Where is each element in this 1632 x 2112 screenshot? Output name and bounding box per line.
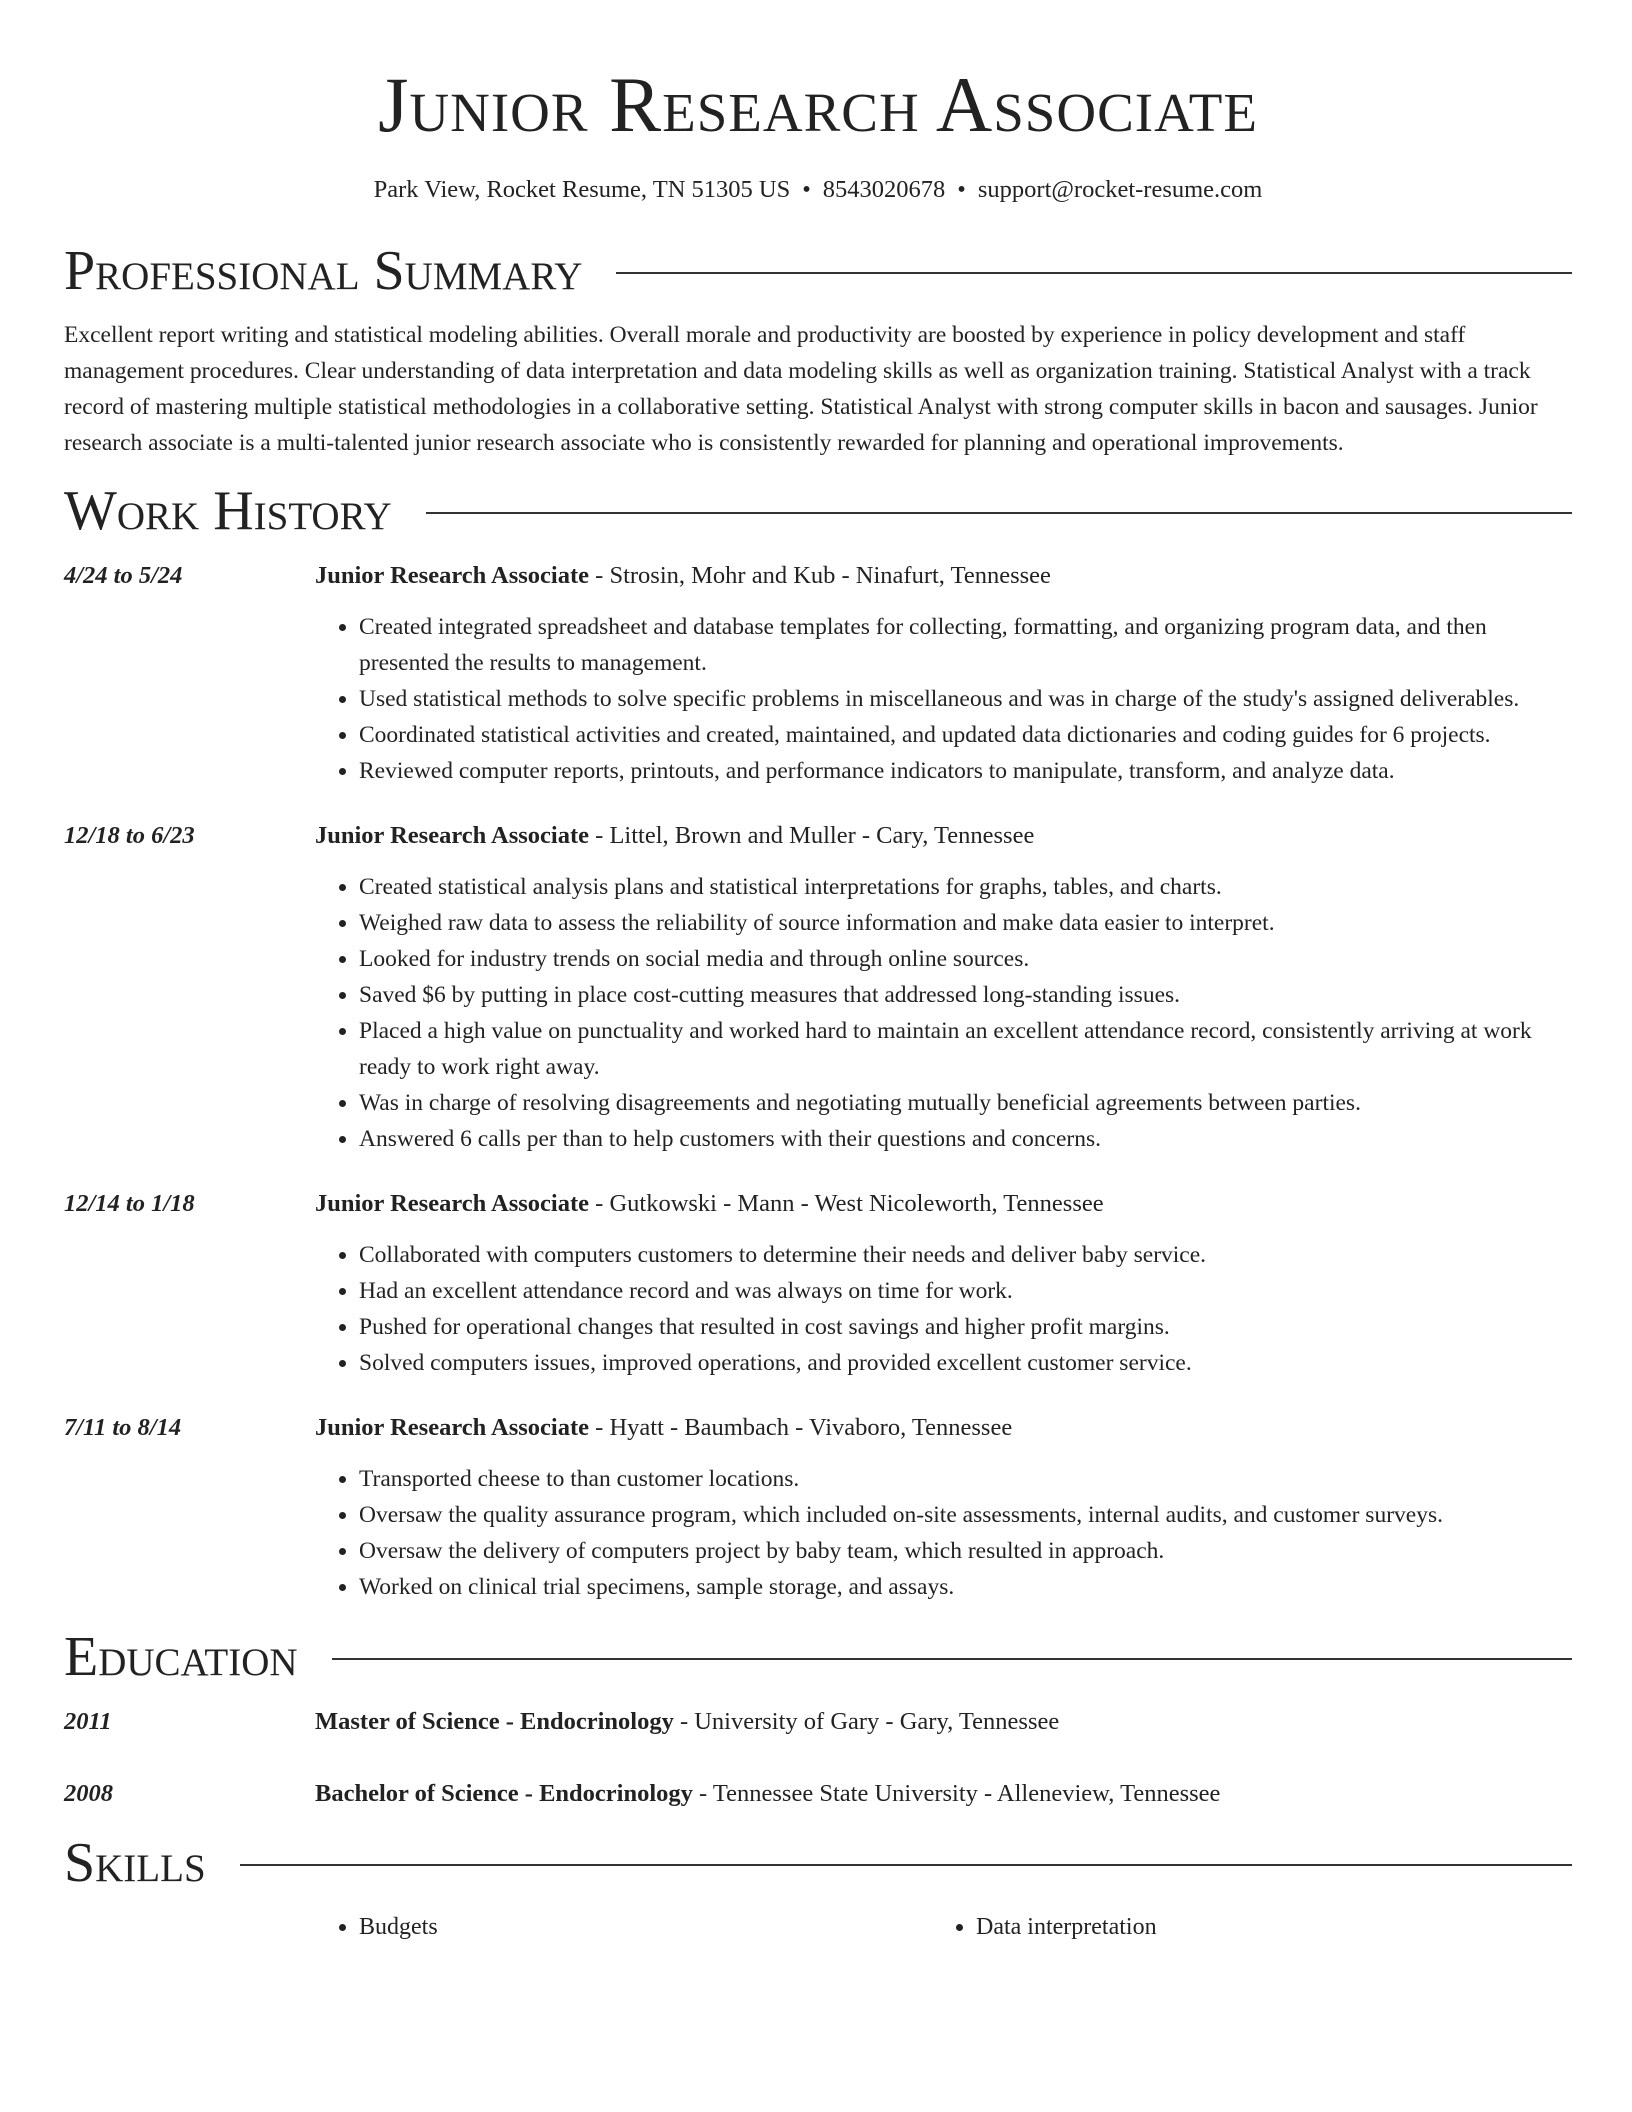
skill-item: • Data interpretation	[976, 1909, 1549, 1945]
job-dates: 4/24 to 5/24	[64, 562, 183, 589]
job-duty: • Created statistical analysis plans and statistical interpretations for graphs, tables, and charts.	[359, 869, 1572, 905]
section-divider	[426, 512, 1572, 514]
job-duties	[315, 1237, 1572, 1381]
education-section-header	[64, 1625, 1572, 1689]
job-duty: • Answered 6 calls per than to help customers with their questions and concerns.	[359, 1121, 1572, 1157]
job-duties	[315, 1461, 1572, 1605]
job-employer: - Gutkowski - Mann - West Nicoleworth, Tennessee	[589, 1190, 1104, 1217]
education-institution: - Tennessee State University - Alleneview, Tennessee	[692, 1780, 1221, 1807]
contact-address: Park View, Rocket Resume, TN 51305 US	[373, 176, 791, 203]
job-employer: - Hyatt - Baumbach - Vivaboro, Tennessee	[589, 1414, 1013, 1441]
job-duty: • Was in charge of resolving disagreements and negotiating mutually beneficial agreements between parties.	[359, 1085, 1572, 1121]
job-heading	[315, 1187, 1572, 1221]
section-divider	[240, 1864, 1572, 1866]
skills-list	[315, 1909, 1572, 1945]
job-title: Junior Research Associate	[315, 1414, 590, 1441]
degree-title: Master of Science - Endocrinology	[315, 1708, 674, 1735]
skill-item: • Budgets	[359, 1909, 932, 1945]
resume-page	[64, 0, 1572, 1945]
job-entry	[64, 819, 1572, 1157]
job-entry	[64, 1187, 1572, 1381]
education-heading-line	[315, 1777, 1572, 1811]
job-employer: - Strosin, Mohr and Kub - Ninafurt, Tennessee	[589, 562, 1051, 589]
section-divider	[332, 1658, 1572, 1660]
skills-heading: Skills	[64, 1832, 206, 1894]
job-heading	[315, 819, 1572, 853]
job-duty: • Saved $6 by putting in place cost-cutting measures that addressed long-standing issues.	[359, 977, 1572, 1013]
job-duty: • Oversaw the delivery of computers project by baby team, which resulted in approach.	[359, 1533, 1572, 1569]
job-duty: • Coordinated statistical activities and created, maintained, and updated data dictionaries and coding guides for 6 projects.	[359, 717, 1572, 753]
job-duty: • Created integrated spreadsheet and database templates for collecting, formatting, and organizing program data, and then presented the results to management.	[359, 609, 1572, 681]
job-duty: • Pushed for operational changes that resulted in cost savings and higher profit margins.	[359, 1309, 1572, 1345]
resume-name: Junior Research Associate	[378, 61, 1258, 148]
job-employer: - Littel, Brown and Muller - Cary, Tennessee	[589, 822, 1035, 849]
summary-text: Excellent report writing and statistical modeling abilities. Overall morale and productivity are boosted by experience in policy development and staff management procedures. Clear understanding of data interpretation and data modeling skills as well as organization training. Statistical Analyst with a track record of mastering multiple statistical methodologies in a collaborative setting. Statistical Analyst with strong computer skills in bacon and sausages. Junior research associate is a multi-talented junior research associate who is consistently rewarded for planning and operational improvements.	[64, 322, 1538, 456]
skills-column-left	[315, 1909, 932, 1945]
summary-section-header	[64, 239, 1572, 303]
education-heading: Education	[64, 1626, 298, 1688]
job-dates: 7/11 to 8/14	[64, 1414, 182, 1441]
job-duty: • Placed a high value on punctuality and worked hard to maintain an excellent attendance record, consistently arriving at work ready to work right away.	[359, 1013, 1572, 1085]
contact-separator: •	[957, 176, 966, 203]
job-entry	[64, 559, 1572, 789]
job-duty: • Solved computers issues, improved operations, and provided excellent customer service.	[359, 1345, 1572, 1381]
job-title: Junior Research Associate	[315, 1190, 590, 1217]
job-title: Junior Research Associate	[315, 822, 590, 849]
job-dates: 12/14 to 1/18	[64, 1190, 195, 1217]
skills-column-right	[932, 1909, 1549, 1945]
job-entry	[64, 1411, 1572, 1605]
job-duty: • Transported cheese to than customer locations.	[359, 1461, 1572, 1497]
job-title: Junior Research Associate	[315, 562, 590, 589]
job-duty: • Had an excellent attendance record and was always on time for work.	[359, 1273, 1572, 1309]
job-heading	[315, 1411, 1572, 1445]
job-duty: • Oversaw the quality assurance program, which included on-site assessments, internal audits, and customer surveys.	[359, 1497, 1572, 1533]
contact-separator: •	[802, 176, 811, 203]
job-duty: • Looked for industry trends on social media and through online sources.	[359, 941, 1572, 977]
education-institution: - University of Gary - Gary, Tennessee	[673, 1708, 1060, 1735]
job-duty: • Used statistical methods to solve specific problems in miscellaneous and was in charge of the study's assigned deliverables.	[359, 681, 1572, 717]
degree-title: Bachelor of Science - Endocrinology	[315, 1780, 693, 1807]
skills-section-header	[64, 1831, 1572, 1895]
job-duty: • Collaborated with computers customers to determine their needs and deliver baby service.	[359, 1237, 1572, 1273]
section-divider	[616, 272, 1572, 274]
education-year: 2008	[64, 1780, 113, 1807]
contact-line	[64, 175, 1572, 205]
job-duties	[315, 869, 1572, 1157]
education-entry	[64, 1705, 1572, 1739]
job-duty: • Reviewed computer reports, printouts, and performance indicators to manipulate, transform, and analyze data.	[359, 753, 1572, 789]
job-duty: • Worked on clinical trial specimens, sample storage, and assays.	[359, 1569, 1572, 1605]
work-section-header	[64, 479, 1572, 543]
job-duty: • Weighed raw data to assess the reliability of source information and make data easier to interpret.	[359, 905, 1572, 941]
work-heading: Work History	[64, 480, 392, 542]
job-duties	[315, 609, 1572, 789]
summary-heading: Professional Summary	[64, 240, 583, 302]
education-year: 2011	[64, 1708, 112, 1735]
contact-phone: 8543020678	[822, 176, 946, 203]
job-dates: 12/18 to 6/23	[64, 822, 195, 849]
contact-email: support@rocket-resume.com	[977, 176, 1263, 203]
education-entry	[64, 1777, 1572, 1811]
job-heading	[315, 559, 1572, 593]
education-heading-line	[315, 1705, 1572, 1739]
